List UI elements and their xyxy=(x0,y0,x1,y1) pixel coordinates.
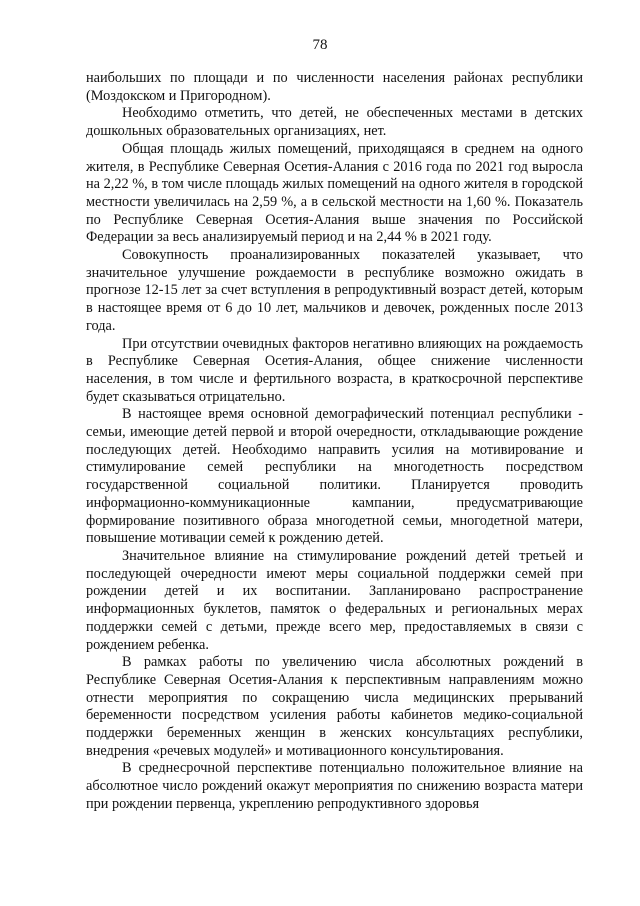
paragraph: Необходимо отметить, что детей, не обеспеченных местами в детских дошкольных образовательных организациях, нет. xyxy=(86,105,583,140)
paragraph: В рамках работы по увеличению числа абсолютных рождений в Республике Северная Осетия-Алания к перспективным направлениям можно отнести мероприятия по сокращению числа медицинских прерываний беременности посредством усиления работы кабинетов медико-социальной поддержки беременных женщин в женских консультациях республики, внедрения «речевых модулей» и мотивационного консультирования. xyxy=(86,654,583,759)
paragraph: Общая площадь жилых помещений, приходящаяся в среднем на одного жителя, в Республике Северная Осетия-Алания с 2016 года по 2021 год выросла на 2,22 %, в том числе площадь жилых помещений на одного жителя в городской местности увеличилась на 2,59 %, а в сельской местности на 1,60 %. Показатель по Республике Северная Осетия-Алания выше значения по Российской Федерации за весь анализируемый период и на 2,44 % в 2021 году. xyxy=(86,140,583,246)
body-text xyxy=(86,70,583,814)
page-number: 78 xyxy=(312,37,328,53)
paragraph-continuation: наибольших по площади и по численности населения районах республики (Моздокском и Пригородном). xyxy=(86,70,583,104)
paragraph: В среднесрочной перспективе потенциально положительное влияние на абсолютное число рождений окажут мероприятия по снижению возраста матери при рождении первенца, укреплению репродуктивного здоровья xyxy=(86,760,583,812)
paragraph: Совокупность проанализированных показателей указывает, что значительное улучшение рождаемости в республике возможно ожидать в прогнозе 12-15 лет за счет вступления в репродуктивный возраст детей, которым в настоящее время от 6 до 10 лет, мальчиков и девочек, рожденных после 2013 года. xyxy=(86,247,583,334)
paragraph: В настоящее время основной демографический потенциал республики - семьи, имеющие детей первой и второй очередности, откладывающие рождение последующих детей. Необходимо направить усилия на мотивирование и стимулирование семей республики на многодетность посредством государственной социальной политики. Планируется проводить информационно-коммуникационные кампании, предусматривающие формирование позитивного образа многодетной семьи, многодетной матери, повышение мотивации семей к рождению детей. xyxy=(86,406,583,547)
paragraph: При отсутствии очевидных факторов негативно влияющих на рождаемость в Республике Северная Осетия-Алания, общее снижение численности населения, в том числе и фертильного возраста, в краткосрочной перспективе будет сказываться отрицательно. xyxy=(86,335,583,405)
paragraph: Значительное влияние на стимулирование рождений детей третьей и последующей очередности имеют меры социальной поддержки семей при рождении детей и их воспитании. Запланировано распространение информационных буклетов, памяток о федеральных и региональных мерах поддержки семей с детьми, прежде всего мер, предоставляемых в связи с рождением ребенка. xyxy=(86,547,583,653)
